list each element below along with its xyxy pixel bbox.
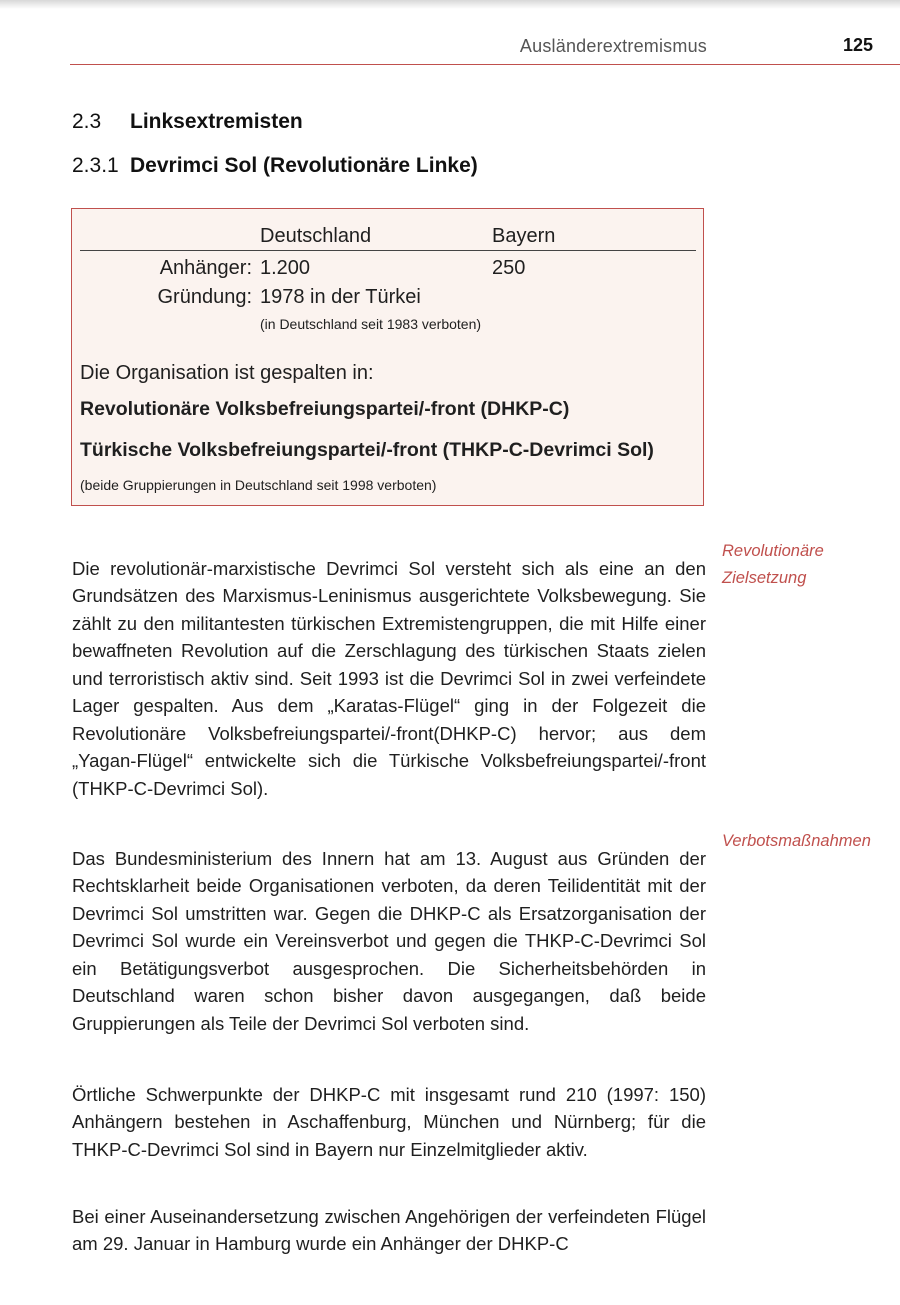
ban-note: (beide Gruppierungen in Deutschland seit 1998 verboten) [80, 477, 437, 493]
body-paragraph: Bei einer Auseinandersetzung zwischen Angehörigen der verfeindeten Flügel am 29. Januar in Hamburg wurde ein Anhänger der DHKP-C [72, 1205, 706, 1254]
header-divider [70, 64, 900, 65]
row-label-members: Anhänger: [159, 257, 252, 279]
page-number: 125 [842, 35, 873, 55]
body-paragraph: Die revolutionär-marxistische Devrimci Sol versteht sich als eine an den Grundsätzen des Marxismus-Leninismus ausgerichtete Volksbewegung. Sie zählt zu den militantesten türkischen Extremistengruppen, die mit Hilfe einer bewaffneten Revolution auf die Zerschlagung des türkischen Staats zielen und terroristisch aktiv sind. Seit 1993 ist die Devrimci Sol in zwei verfeindete Lager gespalten. Aus dem „Karatas-Flügel“ ging in der Folgezeit die Revolutionäre Volksbefreiungspartei/-front(DHKP-C) hervor; aus dem „Yagan-Flügel“ entwickelte sich die Türkische Volksbefreiungspartei/-front (THKP-C-Devrimci Sol). [72, 557, 706, 799]
running-title: Ausländerextremismus [519, 36, 707, 56]
scan-edge [0, 0, 900, 9]
organization-dhkp-c: Revolutionäre Volksbefreiungspartei/-front (DHKP-C) [80, 398, 570, 420]
body-paragraph: Das Bundesministerium des Innern hat am 13. August aus Gründen der Rechtsklarheit beide Organisationen verboten, da deren Teilidentität mit der Devrimci Sol umstritten war. Gegen die DHKP-C als Ersatzorganisation der Devrimci Sol wurde ein Vereinsverbot und gegen die THKP-C-Devrimci Sol ein Betätigungsverbot ausgesprochen. Die Sicherheitsbehörden in Deutschland waren schon bisher davon ausgegangen, daß beide Gruppierungen als Teile der Devrimci Sol verboten sind. [72, 847, 706, 1034]
column-header-germany: Deutschland [260, 225, 372, 247]
subsection-heading [72, 154, 478, 178]
page-header [70, 34, 875, 64]
column-header-bavaria: Bayern [492, 225, 556, 247]
founding-value: 1978 in der Türkei [260, 286, 421, 308]
founding-note: (in Deutschland seit 1983 verboten) [260, 316, 482, 332]
body-paragraph: Örtliche Schwerpunkte der DHKP-C mit insgesamt rund 210 (1997: 150) Anhängern bestehen in Aschaffenburg, München und Nürnberg; für die THKP-C-Devrimci Sol sind in Bayern nur Einzelmitglieder aktiv. [72, 1083, 706, 1160]
section-title: Linksextremisten [130, 110, 303, 133]
split-intro: Die Organisation ist gespalten in: [80, 362, 374, 384]
section-heading [72, 110, 303, 134]
row-label-founding: Gründung: [157, 286, 252, 308]
margin-note-measures: Verbotsmaßnahmen [722, 832, 871, 850]
subsection-title: Devrimci Sol (Revolutionäre Linke) [130, 154, 478, 177]
section-number: 2.3 [72, 110, 102, 133]
members-bavaria: 250 [492, 257, 526, 279]
organization-thkp-c: Türkische Volksbefreiungspartei/-front (THKP-C-Devrimci Sol) [80, 439, 654, 461]
subsection-number: 2.3.1 [72, 154, 119, 177]
members-germany: 1.200 [260, 257, 311, 279]
margin-note-objectives: Revolutionäre Zielsetzung [722, 542, 824, 587]
fact-box [71, 208, 704, 506]
fact-box-divider [80, 250, 696, 251]
